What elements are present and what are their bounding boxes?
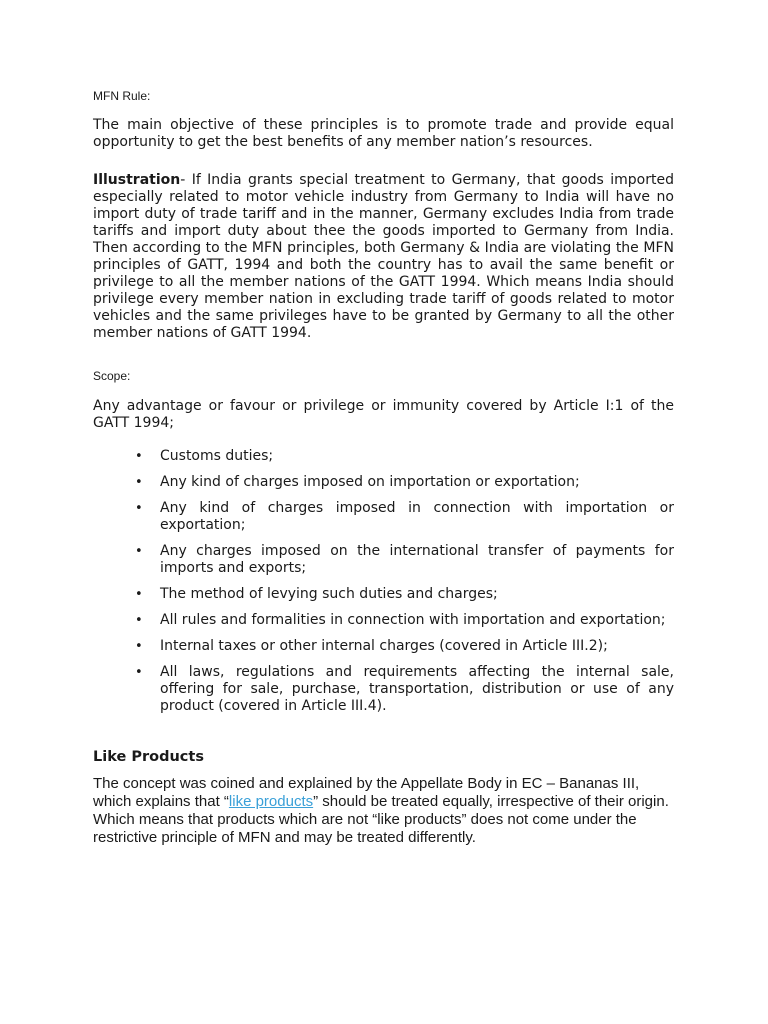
list-item: • Any kind of charges imposed in connection with importation or exportation; bbox=[135, 500, 674, 533]
bullet-icon: • bbox=[135, 639, 143, 654]
like-products-paragraph: The concept was coined and explained by the Appellate Body in EC – Bananas III, which explains that “like products” should be treated equally, irrespective of their origin. Which means that products which are not “like products” does not come under the restrictive principle of MFN and may be treated differently. bbox=[93, 775, 669, 846]
list-item: • Any kind of charges imposed on importation or exportation; bbox=[135, 474, 580, 490]
mfn-rule-label: MFN Rule: bbox=[93, 89, 151, 103]
list-item: • The method of levying such duties and charges; bbox=[135, 586, 498, 602]
bullet-icon: • bbox=[135, 449, 143, 464]
illustration-text: - If India grants special treatment to Germany, that goods imported especially related to motor vehicle industry from Germany to India will have no import duty of trade tariff and in the manner, Germany excludes India from trade tariffs and import duty about thee the goods imported to Germany from India. Then according to the MFN principles, both Germany & India are violating the MFN principles of GATT, 1994 and both the country has to avail the same benefit or privilege to all the member nations of the GATT 1994. Which means India should privilege every member nation in excluding trade tariff of goods related to motor vehicles and the same privileges have to be granted by Germany to all the other member nations of GATT 1994. bbox=[93, 172, 674, 341]
bullet-icon: • bbox=[135, 665, 143, 680]
list-item: • All rules and formalities in connection with importation and exportation; bbox=[135, 612, 666, 628]
list-item: • All laws, regulations and requirements affecting the internal sale, offering for sale, purchase, transportation, distribution or use of any product (covered in Article III.4). bbox=[135, 664, 674, 714]
illustration-paragraph bbox=[93, 172, 674, 342]
scope-intro-paragraph: Any advantage or favour or privilege or immunity covered by Article I:1 of the GATT 1994; bbox=[93, 398, 674, 431]
document-page bbox=[93, 86, 674, 847]
like-products-heading: Like Products bbox=[93, 749, 204, 765]
objective-paragraph: The main objective of these principles is to promote trade and provide equal opportunity to get the best benefits of any member nation’s resources. bbox=[93, 117, 674, 150]
bullet-icon: • bbox=[135, 475, 143, 490]
list-item: • Internal taxes or other internal charges (covered in Article III.2); bbox=[135, 638, 608, 654]
scope-list bbox=[93, 448, 674, 715]
bullet-icon: • bbox=[135, 587, 143, 602]
scope-label: Scope: bbox=[93, 369, 131, 383]
illustration-term: Illustration bbox=[93, 172, 181, 188]
list-item: • Customs duties; bbox=[135, 448, 274, 464]
list-item: • Any charges imposed on the international transfer of payments for imports and exports; bbox=[135, 543, 674, 576]
like-products-link[interactable]: like products bbox=[228, 793, 314, 810]
bullet-icon: • bbox=[135, 501, 143, 516]
bullet-icon: • bbox=[135, 613, 143, 628]
bullet-icon: • bbox=[135, 544, 143, 559]
